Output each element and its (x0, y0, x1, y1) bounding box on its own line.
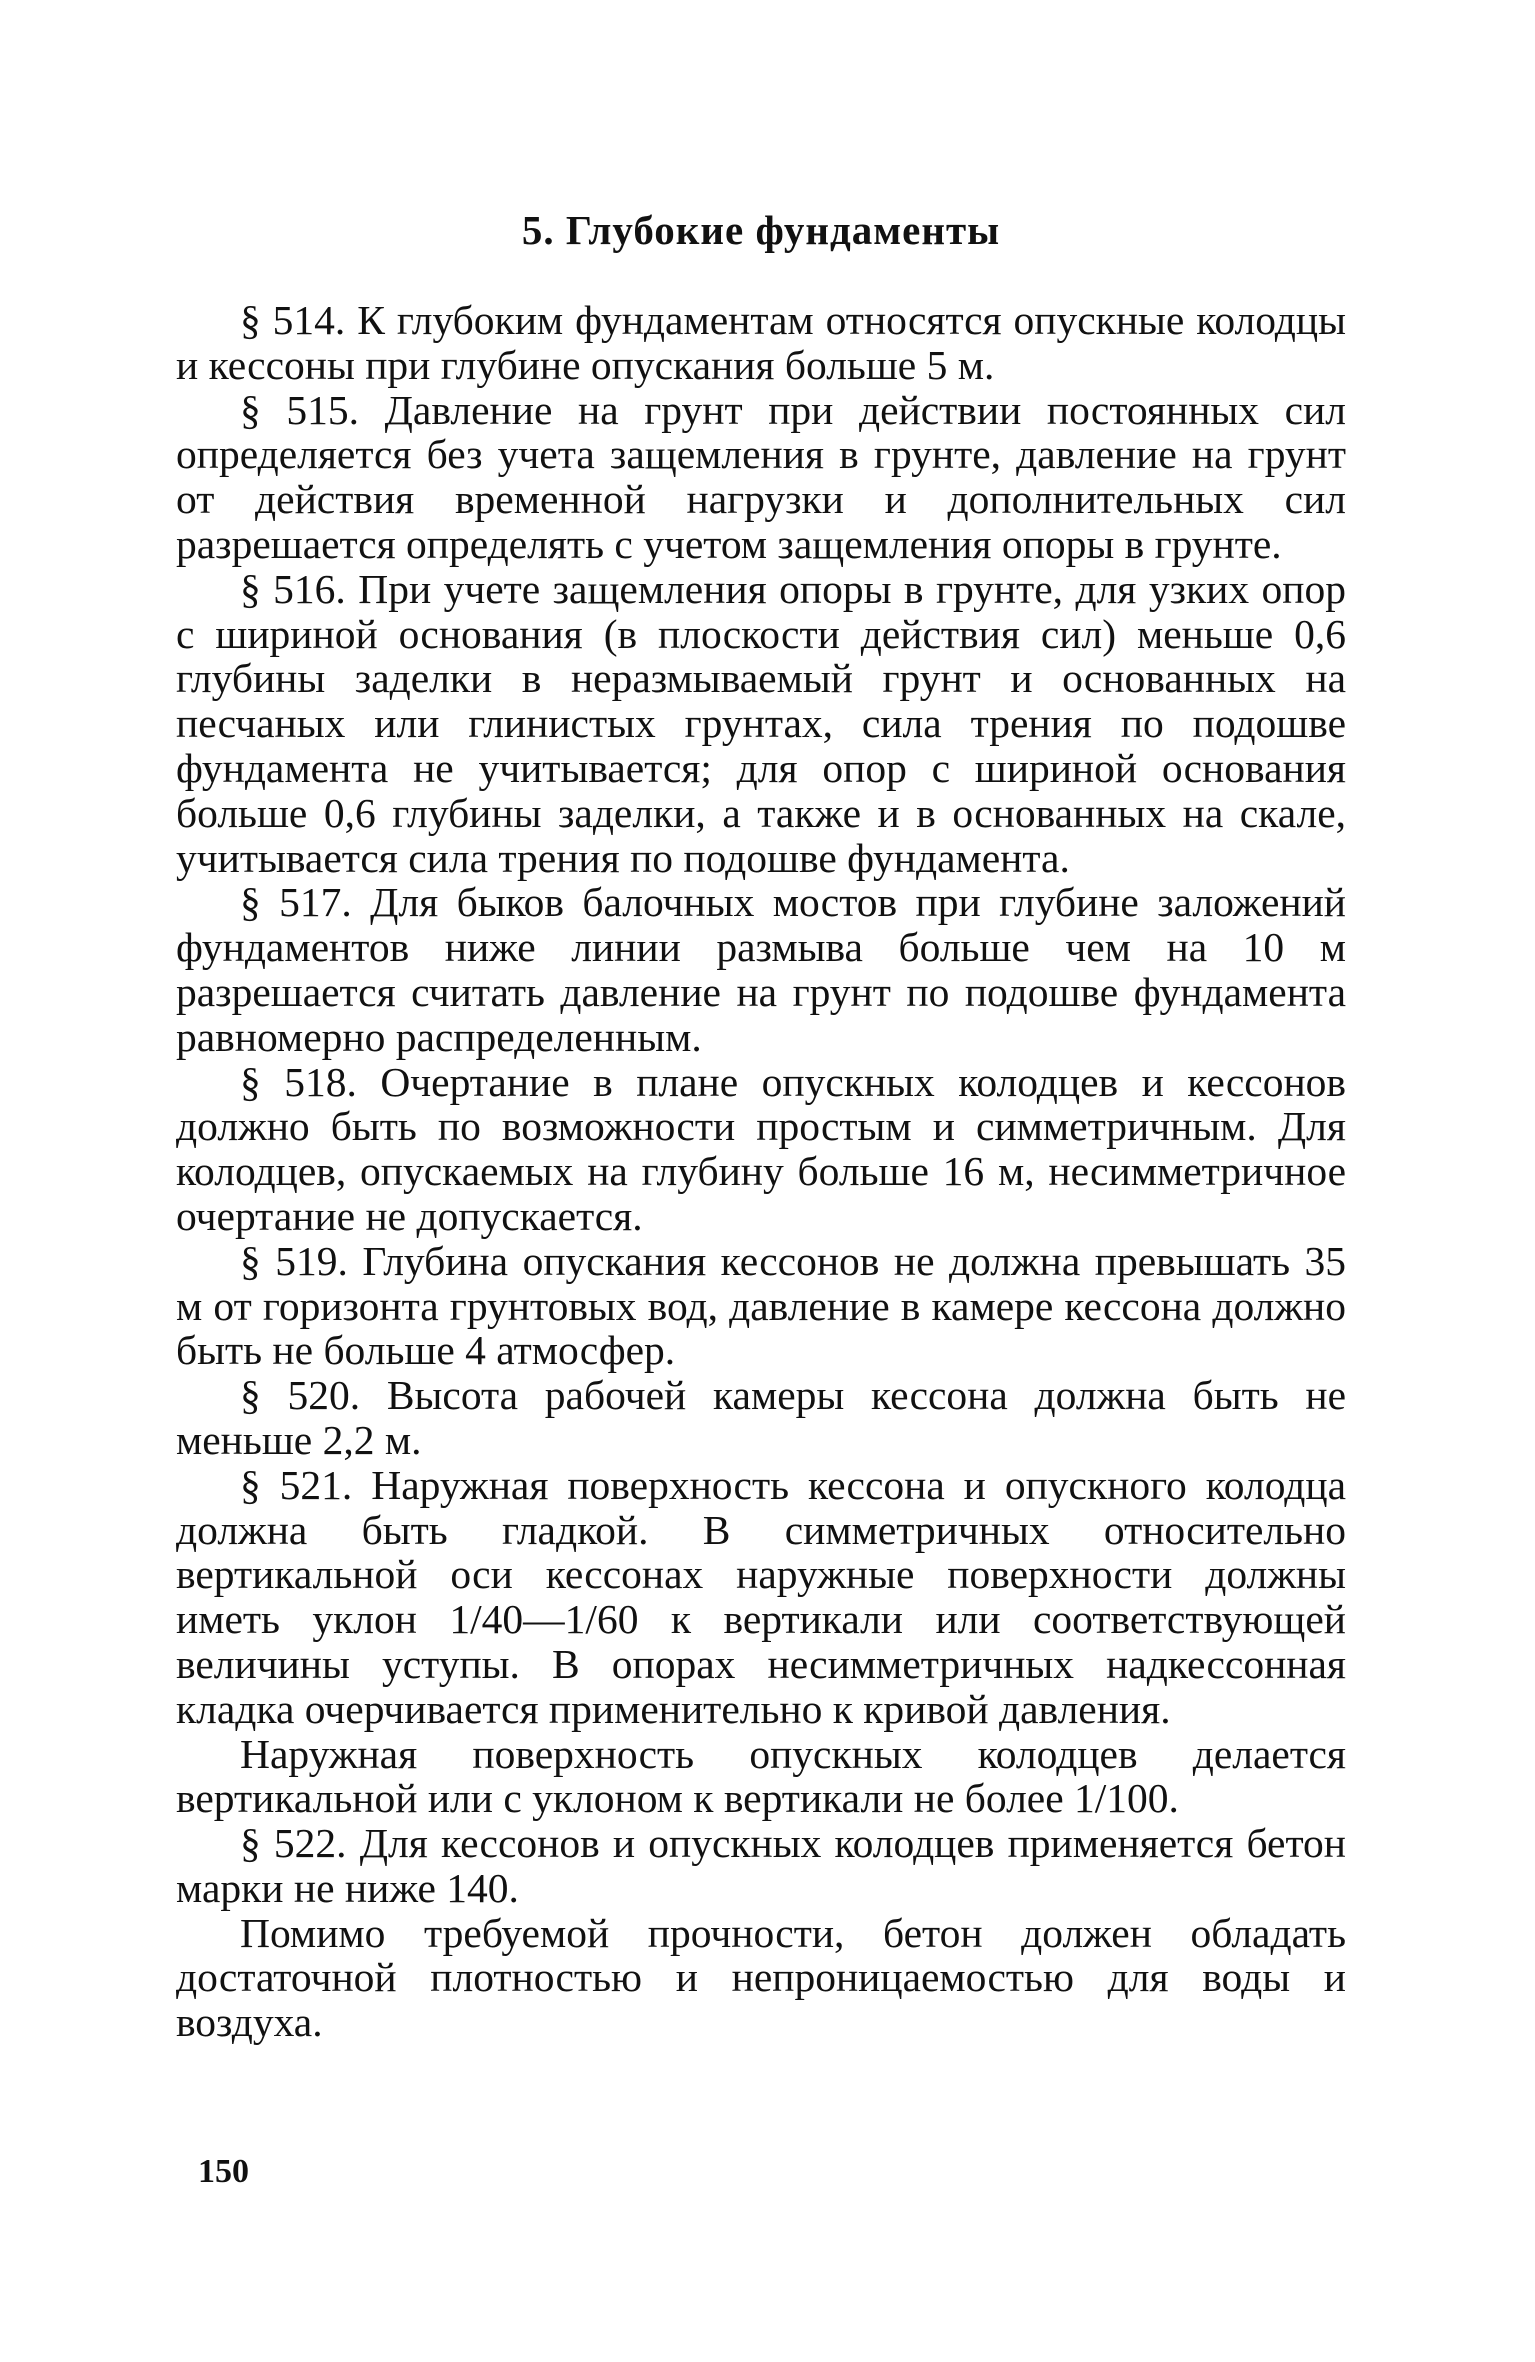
paragraph-514: § 514. К глубоким фундаментам относятся опускные колодцы и кессоны при глубине опускания больше 5 м. (176, 297, 1346, 388)
paragraph-522: § 522. Для кессонов и опускных колодцев применяется бетон марки не ниже 140. (176, 1820, 1346, 1911)
paragraph-518: § 518. Очертание в плане опускных колодцев и кессонов должно быть по возможности простым и симметричным. Для колодцев, опускаемых на глубину больше 16 м, несимметричное очертание не допускается. (176, 1058, 1346, 1239)
paragraph-522-continued: Помимо требуемой прочности, бетон должен обладать достаточной плотностью и непроницаемостью для воды и воздуха. (176, 1909, 1346, 2046)
paragraph-519: § 519. Глубина опускания кессонов не должна превышать 35 м от горизонта грунтовых вод, давление в камере кессона должно быть не больше 4 атмосфер. (176, 1237, 1346, 1374)
section-title: 5. Глубокие фундаменты (521, 207, 1001, 253)
paragraph-521-continued: Наружная поверхность опускных колодцев делается вертикальной или с уклоном к вертикали не более 1/100. (176, 1730, 1346, 1822)
paragraph-521: § 521. Наружная поверхность кессона и опускного колодца должна быть гладкой. В симметричных относительно вертикальной оси кессонах наружные поверхности должны иметь уклон 1/40—1/60 к вертикали или соответствующей величины уступы. В опорах несимметричных надкессонная кладка очерчивается применительно к кривой давления. (176, 1461, 1346, 1732)
body-text (176, 298, 1346, 2045)
paragraph-516: § 516. При учете защемления опоры в грунте, для узких опор с шириной основания (в плоскости действия сил) меньше 0,6 глубины заделки в неразмываемый грунт и основанных на песчаных или глинистых грунтах, сила трения по подошве фундамента не учитывается; для опор с шириной основания больше 0,6 глубины заделки, а также и в основанных на скале, учитывается сила трения по подошве фундамента. (176, 565, 1346, 881)
paragraph-515: § 515. Давление на грунт при действии постоянных сил определяется без учета защемления в грунте, давление на грунт от действия временной нагрузки и дополнительных сил разрешается определять с учетом защемления опоры в грунте. (176, 386, 1346, 567)
page-number: 150 (198, 2153, 249, 2190)
paragraph-517: § 517. Для быков балочных мостов при глубине заложений фундаментов ниже линии размыва больше чем на 10 м разрешается считать давление на грунт по подошве фундамента равномерно распределенным. (176, 879, 1346, 1060)
paragraph-520: § 520. Высота рабочей камеры кессона должна быть не меньше 2,2 м. (176, 1372, 1346, 1463)
